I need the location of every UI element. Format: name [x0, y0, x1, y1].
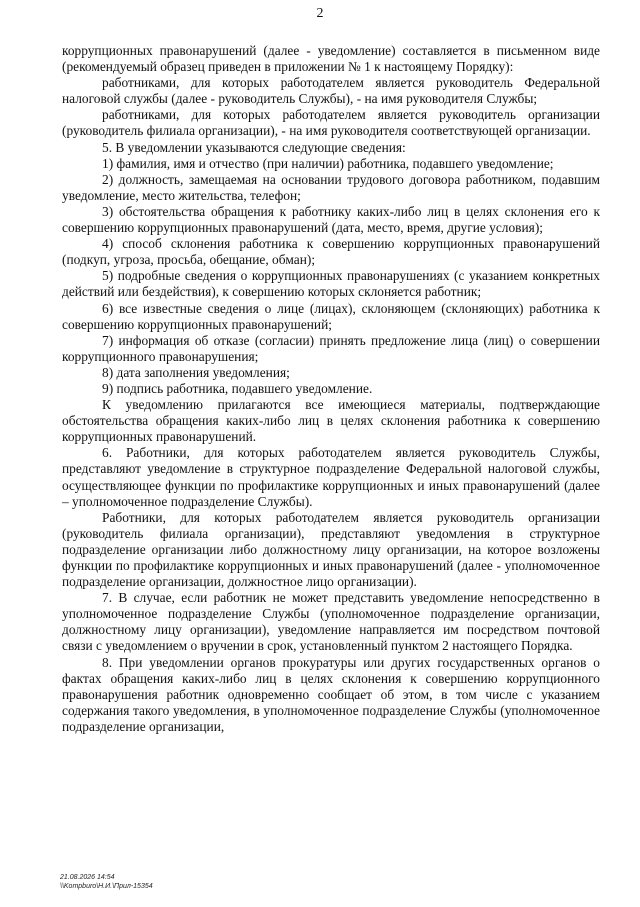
document-body: [62, 43, 600, 735]
list-item-1: 1) фамилия, имя и отчество (при наличии) работника, подавшего уведомление;: [102, 155, 554, 171]
paragraph-item-7: 7. В случае, если работник не может представить уведомление непосредственно в уполномоченное подразделение Службы (уполномоченное подразделение организации, должностному лицу организации), уведомление направляется им посредством почтовой связи с уведомлением о вручении в срок, установленный пунктом 2 настоящего Порядка.: [62, 590, 600, 654]
page-number: 2: [316, 6, 324, 21]
list-item-7: 7) информация об отказе (согласии) принять предложение лица (лиц) о совершении коррупционного правонарушения;: [62, 332, 600, 364]
footer-file-path: \\Kompburo\Н.И.\Прил-15354: [60, 883, 153, 890]
paragraph-continuation: коррупционных правонарушений (далее - уведомление) составляется в письменном виде (рекомендуемый образец приведен в приложении № 1 к настоящему Порядку):: [62, 43, 600, 75]
paragraph-head-of-organization: работниками, для которых работодателем является руководитель организации (руководитель филиала организации), - на имя руководителя соответствующей организации.: [62, 107, 600, 139]
list-item-8: 8) дата заполнения уведомления;: [102, 364, 290, 380]
document-footer: [60, 873, 153, 891]
list-item-3: 3) обстоятельства обращения к работнику каких-либо лиц в целях склонения его к совершению коррупционных правонарушений (дата, место, время, другие условия);: [62, 203, 600, 236]
list-item-5: 5) подробные сведения о коррупционных правонарушениях (с указанием конкретных действий или бездействия), к совершению которых склоняется работник;: [62, 268, 600, 300]
paragraph-item-6: 6. Работники, для которых работодателем является руководитель Службы, представляют уведомление в структурное подразделение Федеральной налоговой службы, осуществляющее функции по профилактике коррупционных и иных правонарушений (далее – уполномоченное подразделение Службы).: [62, 445, 600, 509]
paragraph-attachments: К уведомлению прилагаются все имеющиеся материалы, подтверждающие обстоятельства обращения каких-либо лиц в целях склонения работника к совершению коррупционных правонарушений.: [62, 397, 600, 445]
list-item-4: 4) способ склонения работника к совершению коррупционных правонарушений (подкуп, угроза, просьба, обещание, обман);: [62, 236, 600, 268]
list-item-6: 6) все известные сведения о лице (лицах), склоняющем (склоняющих) работника к совершению коррупционных правонарушений;: [62, 300, 600, 332]
list-item-2: 2) должность, замещаемая на основании трудового договора работником, подавшим уведомление, место жительства, телефон;: [62, 171, 600, 203]
footer-timestamp: 21.08.2026 14:54: [60, 874, 115, 881]
paragraph-item-5: 5. В уведомлении указываются следующие сведения:: [102, 139, 406, 155]
list-item-9: 9) подпись работника, подавшего уведомление.: [102, 380, 373, 396]
paragraph-item-8: 8. При уведомлении органов прокуратуры или других государственных органов о фактах обращения каких-либо лиц в целях склонения к совершению коррупционного правонарушения работник одновременно сообщает об этом, в том числе с указанием содержания такого уведомления, в уполномоченное подразделение Службы (уполномоченное подразделение организации,: [62, 654, 600, 734]
paragraph-head-of-service: работниками, для которых работодателем является руководитель Федеральной налоговой службы (далее - руководитель Службы), - на имя руководителя Службы;: [62, 75, 600, 107]
paragraph-organization-workers: Работники, для которых работодателем является руководитель организации (руководитель филиала организации), представляют уведомления в структурное подразделение организации либо должностному лицу организации, на которое возложены функции по профилактике коррупционных и иных правонарушений (далее - уполномоченное подразделение организации, должностное лицо организации).: [62, 509, 600, 590]
